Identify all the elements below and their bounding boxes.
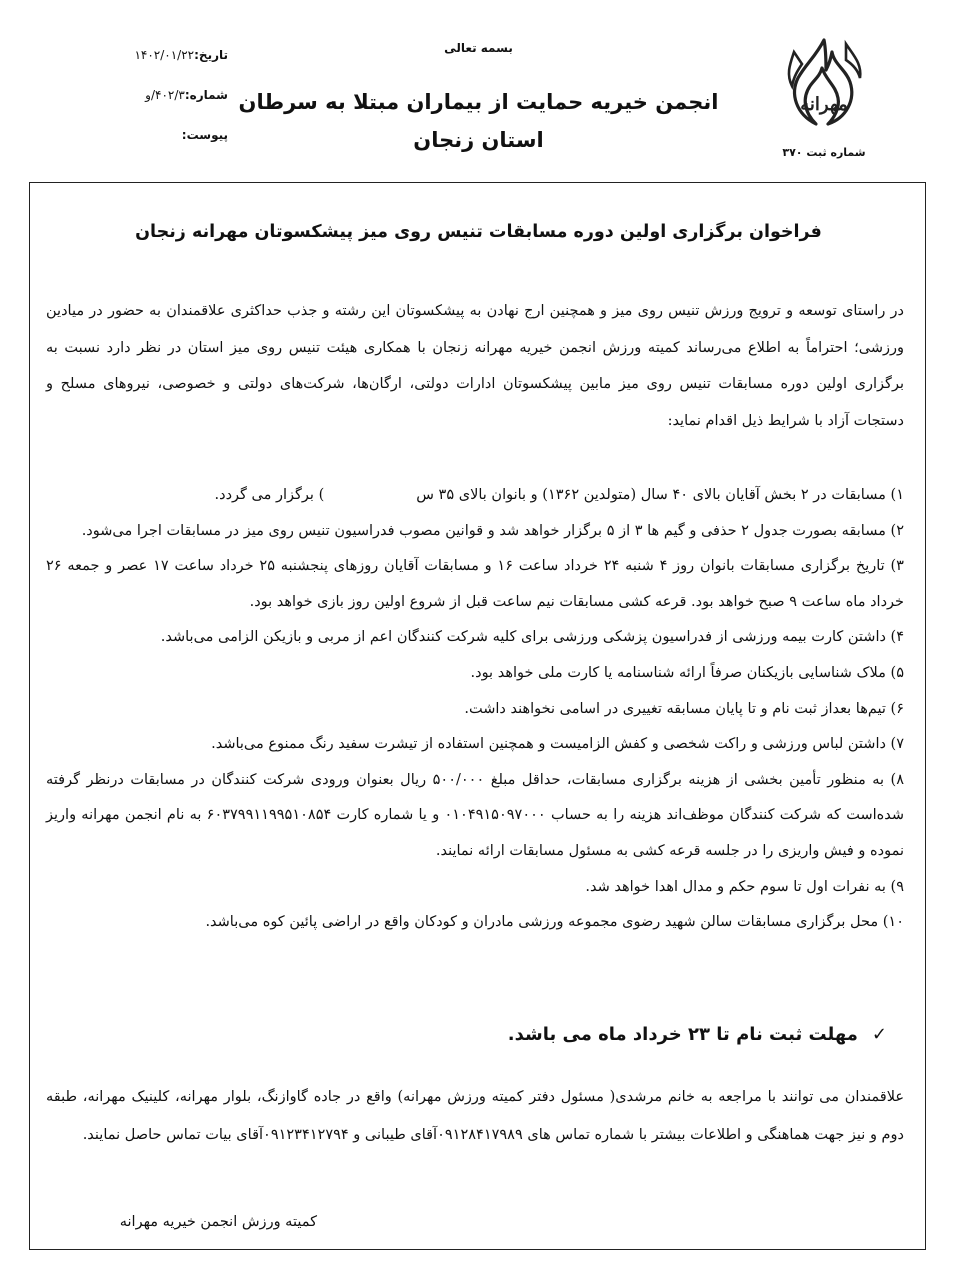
date-value: ۱۴۰۲/۰۱/۲۲ — [134, 48, 195, 62]
attachment-label: پیوست: — [181, 128, 228, 142]
registration-number: شماره ثبت ۳۷۰ — [782, 146, 866, 159]
org-name-line1: انجمن خیریه حمایت از بیماران مبتلا به سرطان — [238, 90, 719, 114]
number-label: شماره: — [184, 88, 228, 102]
intro-paragraph: در راستای توسعه و ترویج ورزش تنیس روی میز و همچنین ارج نهادن به پیشکسوتان این رشته و جذب حداکثری علاقمندان به حضور در میادین ورزشی؛ احتراماً به اطلاع می‌رساند کمیته ورزش انجمن خیریه مهرانه زنجان با همکاری هیئت تنیس روی میز استان در نظر دارد نسبت به برگزاری اولین دوره مسابقات تنیس روی میز مابین پیشکسوتان ادارات دولتی، ارگان‌ها، شرکت‌های دولتی و خصوصی، نیروهای مسلح و دستجات آزاد با شرایط ذیل اقدام نماید: — [46, 303, 904, 429]
list-item: ۳) تاریخ برگزاری مسابقات بانوان روز ۴ شنبه ۲۴ خرداد ساعت ۱۶ و مسابقات آقایان روزهای پنجشنبه ۲۵ خرداد ساعت ۱۷ عصر و جمعه ۲۶ خرداد ماه ساعت ۹ صبح خواهد بود. قرعه کشی مسابقات نیم ساعت قبل از شروع اولین روز بازی خواهد بود. — [46, 558, 904, 610]
list-item: ۹) به نفرات اول تا سوم حکم و مدال اهدا خواهد شد. — [585, 878, 904, 895]
item-1-text-start: ۱) مسابقات در ۲ بخش آقایان بالای ۴۰ سال (متولدین ۱۳۶۲) و بانوان بالای ۳۵ س — [416, 487, 904, 503]
date-row — [78, 48, 228, 88]
document-title: فراخوان برگزاری اولین دوره مسابقات تنیس روی میز پیشکسوتان مهرانه زنجان — [135, 222, 822, 242]
letter-meta — [78, 48, 228, 168]
deadline-text: مهلت ثبت نام تا ۲۳ خرداد ماه می باشد. — [507, 1024, 858, 1045]
invocation-text: بسمه تعالی — [444, 41, 513, 55]
list-item: ۵) ملاک شناسایی بازیکنان صرفاً ارائه شناسنامه یا کارت ملی خواهد بود. — [470, 664, 904, 681]
conditions-list — [46, 478, 904, 941]
number-row — [78, 88, 228, 128]
date-label: تاریخ: — [194, 48, 228, 62]
signature-line: کمیته ورزش انجمن خیریه مهرانه — [119, 1214, 317, 1230]
list-item: ۲) مسابقه بصورت جدول ۲ حذفی و گیم ها ۳ از ۵ برگزار خواهد شد و قوانین مصوب فدراسیون تنیس روی میز در مسابقات اجرا می‌شود. — [81, 522, 904, 539]
redacted-area — [324, 489, 416, 501]
list-item: ۷) داشتن لباس ورزشی و راکت شخصی و کفش الزامیست و همچنین استفاده از تیشرت سفید رنگ ممنوع می‌باشد. — [211, 736, 904, 753]
org-name-line2: استان زنجان — [413, 128, 544, 152]
list-item: ۸) به منظور تأمین بخشی از هزینه برگزاری مسابقات، حداقل مبلغ ۵۰۰/۰۰۰ ریال بعنوان ورودی شرکت کنندگان در مسابقات درنظر گرفته شده‌است که شرکت کنندگان موظف‌اند هزینه را به حساب ۰۱۰۴۹۱۵۰۹۷۰۰۰ و یا شماره کارت ۶۰۳۷۹۹۱۱۹۹۵۱۰۸۵۴ به نام انجمن مهرانه واریز نموده و فیش واریزی را در جلسه قرعه کشی به مسئول مسابقات ارائه نمایند. — [46, 771, 904, 859]
list-item — [46, 478, 904, 514]
attachment-row — [78, 128, 228, 168]
list-item: ۱۰) محل برگزاری مسابقات سالن شهید رضوی مجموعه ورزشی مادران و کودکان واقع در اراضی پائین کوه می‌باشد. — [205, 914, 904, 931]
list-item: ۶) تیم‌ها بعداز ثبت نام و تا پایان مسابقه تغییری در اسامی نخواهند داشت. — [464, 700, 904, 717]
list-item: ۴) داشتن کارت بیمه ورزشی از فدراسیون پزشکی ورزشی برای کلیه شرکت کنندگان اعم از مربی و بازیکن الزامی می‌باشد. — [160, 629, 904, 646]
contact-paragraph: علاقمندان می توانند با مراجعه به خانم مرشدی( مسئول دفتر کمیته ورزش مهرانه) واقع در جاده گاوازنگ، بلوار مهرانه، کلینیک مهرانه، طبقه دوم و نیز جهت هماهنگی و اطلاعات بیشتر با شماره تماس های ۰۹۱۲۸۴۱۷۹۸۹آقای طیبانی و ۰۹۱۲۳۴۱۲۷۹۴آقای بیات تماس حاصل نمایند. — [46, 1089, 904, 1143]
registration-deadline — [508, 1024, 887, 1045]
logo-lettering: مهرانه — [800, 94, 848, 115]
checkmark-icon: ✓ — [871, 1024, 887, 1045]
number-value: ۴۰۲/۳/و — [145, 88, 185, 102]
item-1-text-end: ) برگزار می گردد. — [214, 487, 325, 503]
